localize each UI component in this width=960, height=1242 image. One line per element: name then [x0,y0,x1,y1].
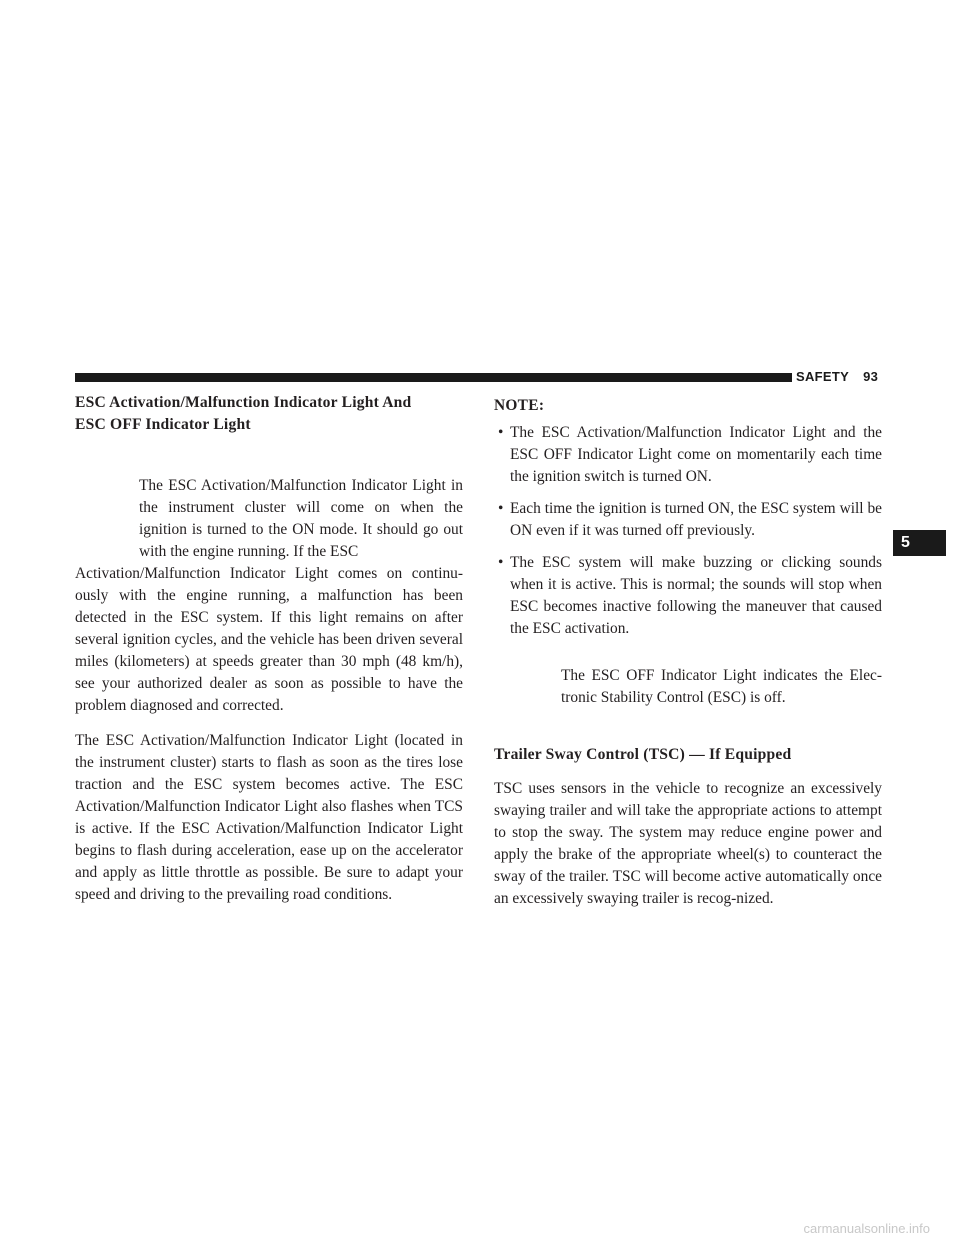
esc-malfunction-paragraph: Activation/Malfunction Indicator Light comes on continu-ously with the engine running, a malfunction has been detected in the ESC system. If this light remains on after several ignition cycles, and the vehicle has been driven several miles (kilometers) at speeds greater than 30 mph (48 km/h), see your authorized dealer as soon as possible to have the problem diagnosed and corrected. [75,565,463,714]
esc-off-note: The ESC OFF Indicator Light indicates the Elec-tronic Stability Control (ESC) is off. [561,667,882,706]
note-list [494,422,882,640]
right-column [494,392,882,910]
left-column [75,392,463,906]
esc-heading-line2: ESC OFF Indicator Light [75,415,251,433]
esc-heading [75,392,463,435]
header-rule [75,373,792,382]
tsc-heading: Trailer Sway Control (TSC) — If Equipped [494,746,792,763]
chapter-tab: 5 [893,530,946,556]
watermark: carmanualsonline.info [803,1221,930,1236]
note-item: • The ESC system will make buzzing or clicking sounds when it is active. This is normal; the sounds will stop when ESC becomes inactive following the maneuver that caused the ESC activation. [494,552,882,640]
esc-flash-paragraph: The ESC Activation/Malfunction Indicator Light (located in the instrument cluster) starts to flash as soon as the tires lose traction and the ESC system becomes active. The ESC Activation/Malfunction Indicator Light also flashes when TCS is active. If the ESC Activation/Malfunction Indicator Light begins to flash during acceleration, ease up on the accelerator and apply as little throttle as possible. Be sure to adapt your speed and driving to the prevailing road conditions. [75,732,463,903]
section-title: SAFETY [796,369,850,384]
running-header [796,367,892,387]
esc-indicator-intro: The ESC Activation/Malfunction Indicator Light in the instrument cluster will come on when the ignition is turned to the ON mode. It should go out with the engine running. If the ESC [139,477,463,560]
note-item: • The ESC Activation/Malfunction Indicator Light and the ESC OFF Indicator Light come on momentarily each time the ignition switch is turned ON. [494,422,882,488]
tsc-paragraph: TSC uses sensors in the vehicle to recognize an excessively swaying trailer and will take the appropriate actions to attempt to stop the sway. The system may reduce engine power and apply the brake of the appropriate wheel(s) to counteract the sway of the trailer. TSC will become active automatically once an excessively swaying trailer is recog-nized. [494,779,882,907]
esc-heading-line1: ESC Activation/Malfunction Indicator Light And [75,394,412,411]
page-number: 93 [863,369,879,384]
note-label: NOTE: [494,397,545,414]
note-item: • Each time the ignition is turned ON, the ESC system will be ON even if it was turned off previously. [494,498,882,542]
